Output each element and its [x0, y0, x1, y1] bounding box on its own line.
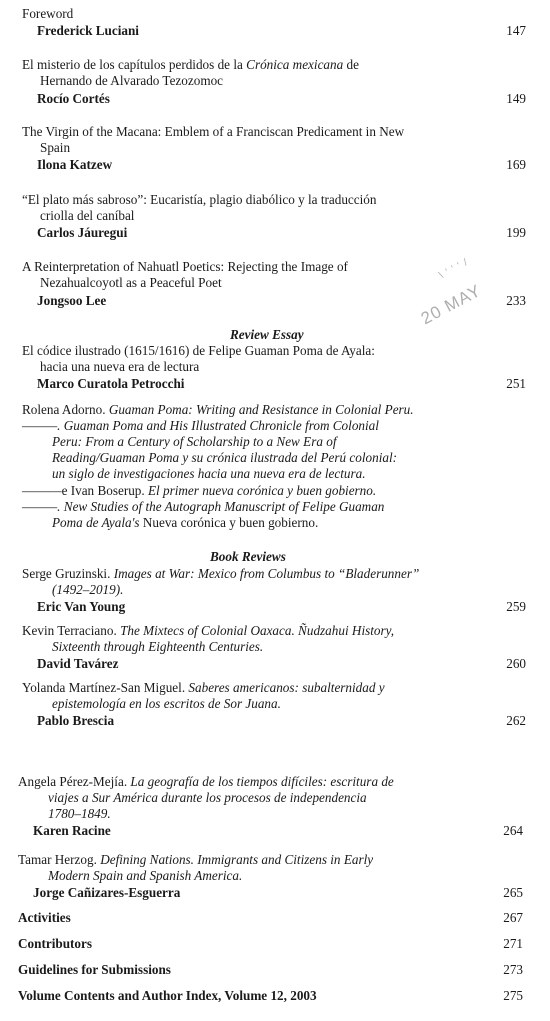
page-number: 199	[506, 225, 526, 240]
review-line: Modern Spain and Spanish America.	[48, 868, 243, 883]
entry-title-cont: Hernando de Alvarado Tezozomoc	[40, 73, 224, 88]
back-matter-label: Volume Contents and Author Index, Volume 12, 2003	[18, 988, 317, 1003]
entry-title: El códice ilustrado (1615/1616) de Felipe Guaman Poma de Ayala:	[22, 343, 375, 358]
review-line: Kevin Terraciano. The Mixtecs of Colonial Oaxaca. Ñudzahui History,	[22, 623, 395, 638]
review-line: Tamar Herzog. Defining Nations. Immigrants and Citizens in Early	[18, 852, 374, 867]
page-number: 259	[506, 599, 526, 614]
review-author: Eric Van Young	[37, 599, 126, 614]
entry-title-cont: Nezahualcoyotl as a Peaceful Poet	[40, 275, 222, 290]
entry-title: El misterio de los capítulos perdidos de la Crónica mexicana de	[22, 57, 359, 72]
stamp-text: 20 MAY	[417, 280, 485, 329]
entry-title: “El plato más sabroso”: Eucaristía, plagio diabólico y la traducción	[22, 192, 377, 207]
reference-line: un siglo de investigaciones hacia una nueva era de lectura.	[52, 466, 366, 481]
page-number: 273	[503, 962, 523, 977]
stamp-arc: \ ' ' ' /	[437, 256, 471, 282]
entry-author: Marco Curatola Petrocchi	[37, 376, 185, 391]
entry-title-cont: hacia una nueva era de lectura	[40, 359, 200, 374]
page-number: 271	[503, 936, 523, 951]
back-matter-label: Guidelines for Submissions	[18, 962, 171, 977]
review-line: Angela Pérez-Mejía. La geografía de los tiempos difíciles: escritura de	[18, 774, 394, 789]
review-line: Serge Gruzinski. Images at War: Mexico from Columbus to “Bladerunner”	[22, 566, 420, 581]
entry-author: Ilona Katzew	[37, 157, 113, 172]
review-line: Sixteenth through Eighteenth Centuries.	[52, 639, 264, 654]
review-line: epistemología en los escritos de Sor Juana.	[52, 696, 281, 711]
reference-line: Peru: From a Century of Scholarship to a New Era of	[52, 434, 337, 449]
review-line: 1780–1849.	[48, 806, 111, 821]
entry-title: Foreword	[22, 6, 74, 21]
section-heading: Book Reviews	[210, 549, 286, 564]
entry-title: A Reinterpretation of Nahuatl Poetics: Rejecting the Image of	[22, 259, 348, 274]
page-number: 264	[503, 823, 523, 838]
back-matter-label: Contributors	[18, 936, 92, 951]
page-number: 260	[506, 656, 526, 671]
review-line: Yolanda Martínez-San Miguel. Saberes americanos: subalternidad y	[22, 680, 385, 695]
reference-line: ———. New Studies of the Autograph Manuscript of Felipe Guaman	[22, 499, 385, 514]
page-number: 262	[506, 713, 526, 728]
page-number: 233	[506, 293, 526, 308]
review-author: Jorge Cañizares-Esguerra	[33, 885, 181, 900]
review-author: David Tavárez	[37, 656, 119, 671]
section-heading: Review Essay	[230, 327, 304, 342]
entry-author: Carlos Jáuregui	[37, 225, 128, 240]
review-author: Karen Racine	[33, 823, 111, 838]
reference-line: Poma de Ayala's Nueva corónica y buen gobierno.	[52, 515, 319, 530]
entry-title-cont: Spain	[40, 140, 71, 155]
date-stamp	[406, 237, 541, 359]
page-number: 265	[503, 885, 523, 900]
page-number: 147	[506, 23, 526, 38]
entry-title-cont: criolla del caníbal	[40, 208, 135, 223]
page-number: 149	[506, 91, 526, 106]
reference-line: ———. Guaman Poma and His Illustrated Chronicle from Colonial	[22, 418, 379, 433]
entry-author: Frederick Luciani	[37, 23, 139, 38]
reference-line: Reading/Guaman Poma y su crónica ilustrada del Perú colonial:	[52, 450, 398, 465]
page-number: 267	[503, 910, 523, 925]
entry-author: Jongsoo Lee	[37, 293, 107, 308]
review-author: Pablo Brescia	[37, 713, 115, 728]
reference-line: ———e Ivan Boserup. El primer nueva corónica y buen gobierno.	[22, 483, 377, 498]
back-matter-label: Activities	[18, 910, 71, 925]
page-number: 251	[506, 376, 526, 391]
review-line: (1492–2019).	[52, 582, 124, 597]
entry-title: The Virgin of the Macana: Emblem of a Franciscan Predicament in New	[22, 124, 405, 139]
entry-author: Rocío Cortés	[37, 91, 110, 106]
reference-line: Rolena Adorno. Guaman Poma: Writing and Resistance in Colonial Peru.	[22, 402, 414, 417]
review-line: viajes a Sur América durante los procesos de independencia	[48, 790, 367, 805]
page-number: 275	[503, 988, 523, 1003]
page-number: 169	[506, 157, 526, 172]
